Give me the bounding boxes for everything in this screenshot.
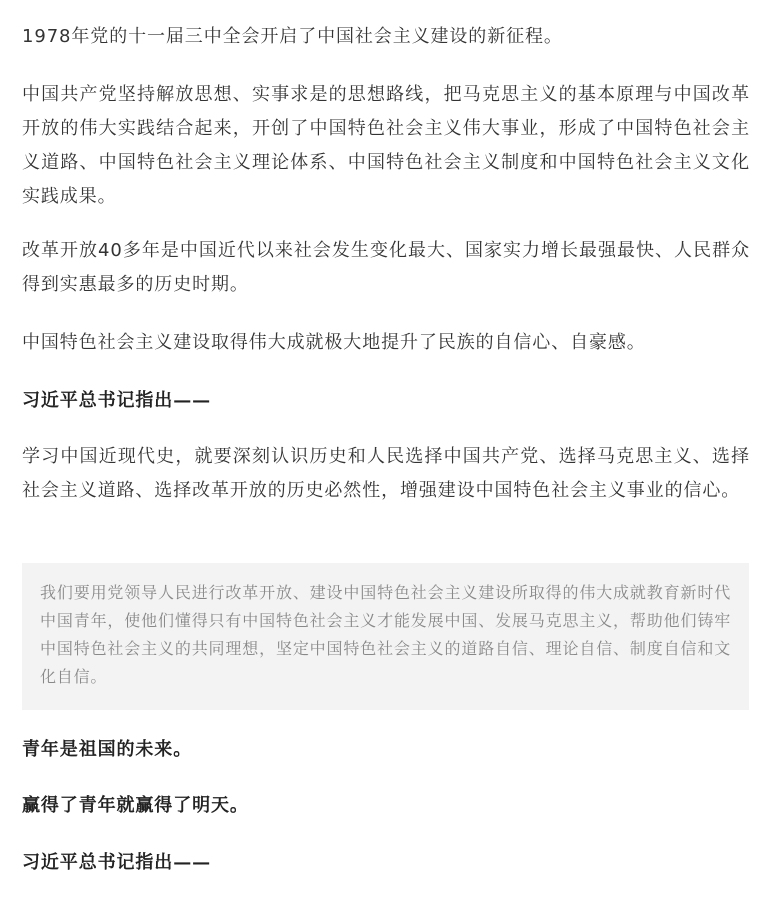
- blockquote-youth-education: [22, 563, 749, 710]
- paragraph-1978: 1978年党的十一届三中全会开启了中国社会主义建设的新征程。: [22, 26, 563, 47]
- heading-xi-points-out-1: 习近平总书记指出——: [22, 390, 211, 411]
- bold-youth-future: 青年是祖国的未来。: [22, 739, 193, 760]
- blockquote-text: 我们要用党领导人民进行改革开放、建设中国特色社会主义建设所取得的伟大成就教育新时代中国青年，使他们懂得只有中国特色社会主义才能发展中国、发展马克思主义，帮助他们铸牢中国特色社会主义的共同理想，坚定中国特色社会主义的道路自信、理论自信、制度自信和文化自信。: [40, 583, 731, 686]
- bold-win-youth: 赢得了青年就赢得了明天。: [22, 795, 249, 816]
- paragraph-confidence: 中国特色社会主义建设取得伟大成就极大地提升了民族的自信心、自豪感。: [22, 332, 646, 353]
- heading-xi-points-out-2: 习近平总书记指出——: [22, 852, 211, 873]
- paragraph-modern-history: 学习中国近现代史，就要深刻认识历史和人民选择中国共产党、选择马克思主义、选择社会主义道路、选择改革开放的历史必然性，增强建设中国特色社会主义事业的信心。: [22, 446, 750, 501]
- paragraph-reform-40-years: 改革开放40多年是中国近代以来社会发生变化最大、国家实力增长最强最快、人民群众得到实惠最多的历史时期。: [22, 240, 750, 295]
- paragraph-party-line: 中国共产党坚持解放思想、实事求是的思想路线，把马克思主义的基本原理与中国改革开放的伟大实践结合起来，开创了中国特色社会主义伟大事业，形成了中国特色社会主义道路、中国特色社会主义理论体系、中国特色社会主义制度和中国特色社会主义文化实践成果。: [22, 84, 750, 207]
